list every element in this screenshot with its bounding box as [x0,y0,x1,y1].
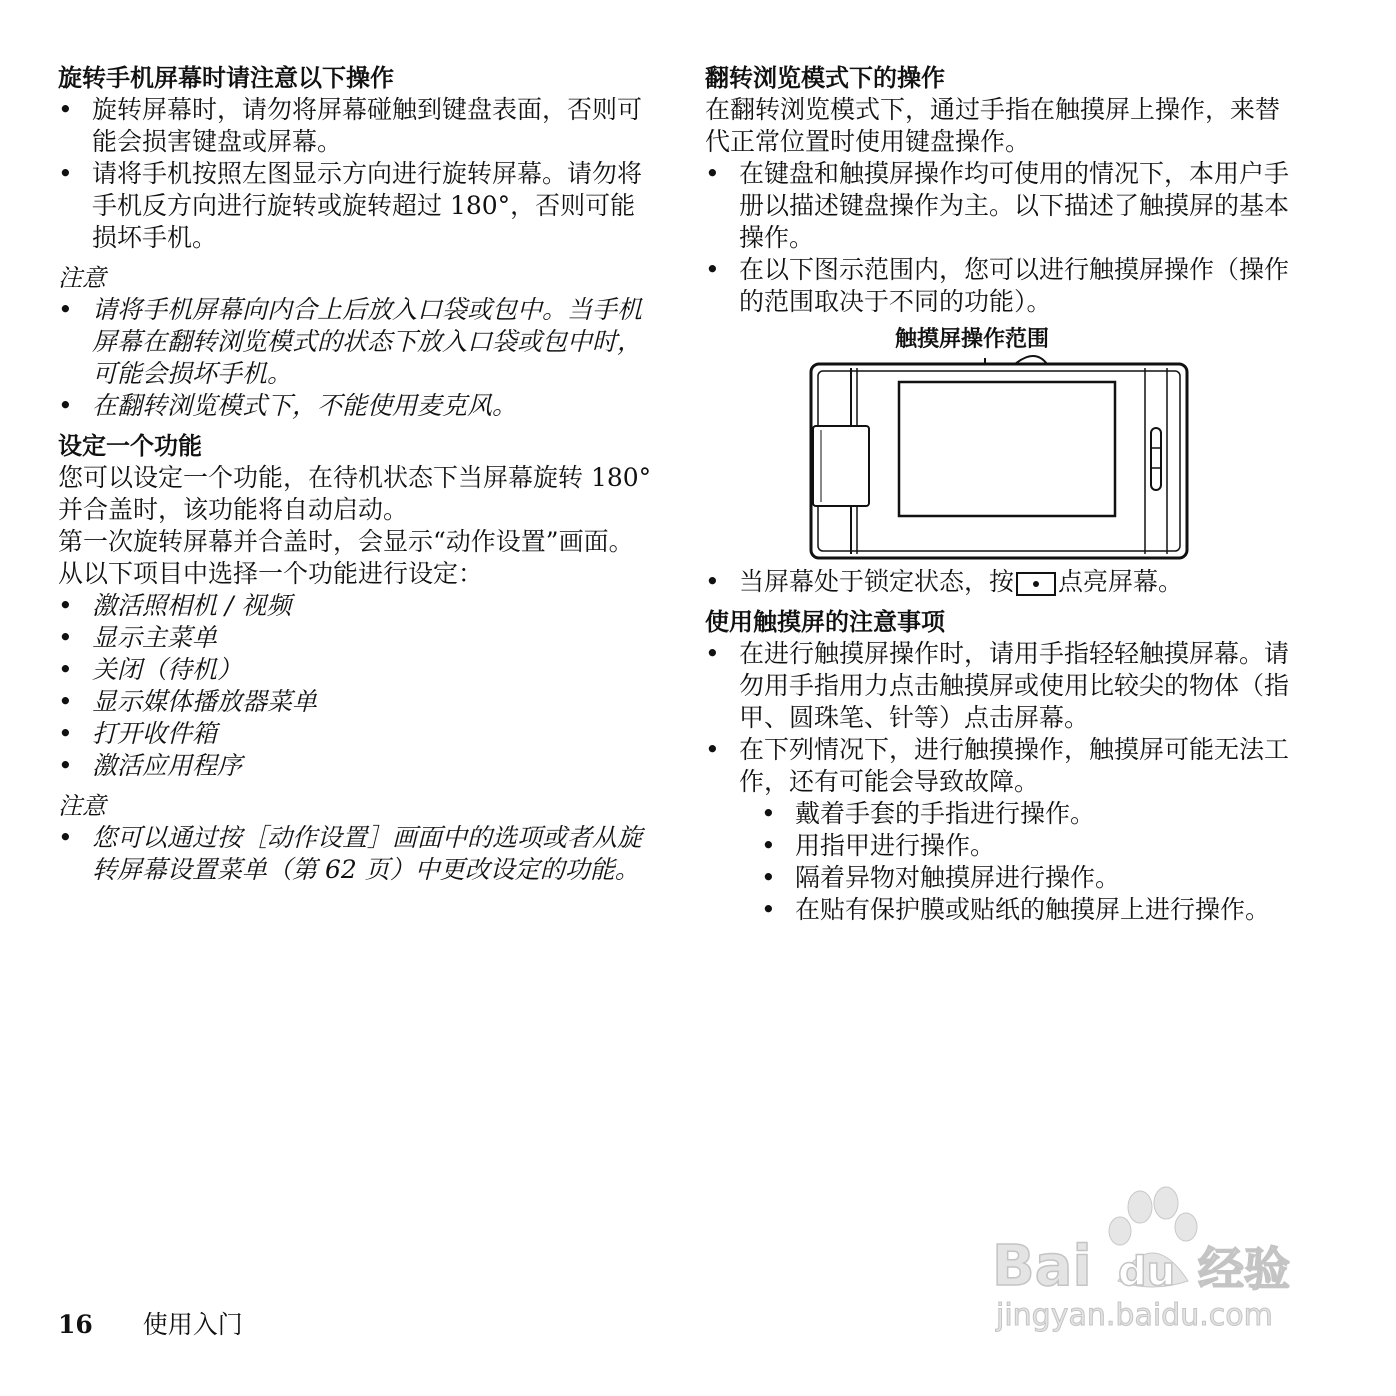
touch-precautions-heading: 使用触摸屏的注意事项 [705,608,945,636]
paragraph: 第一次旋转屏幕并合盖时，会显示“动作设置”画面。 [58,527,634,556]
phone-diagram [705,318,1300,566]
touch-sublist [705,798,1300,926]
flip-mode-heading: 翻转浏览模式下的操作 [705,64,945,92]
touch-area-label: 触摸屏操作范围 [895,327,1050,352]
list-item: • 打开收件箱 [58,718,658,750]
list-item: • 隔着异物对触摸屏进行操作。 [761,862,1300,894]
lock-text-before: 当屏幕处于锁定状态，按 [739,567,1015,596]
list-item: • 旋转屏幕时，请勿将屏幕碰触到键盘表面，否则可能会损害键盘或屏幕。 [58,94,658,158]
list-item: • 在翻转浏览模式下，不能使用麦克风。 [58,390,658,422]
paragraph: 在翻转浏览模式下，通过手指在触摸屏上操作，来替代正常位置时使用键盘操作。 [705,95,1281,156]
rotate-heading: 旋转手机屏幕时请注意以下操作 [58,64,394,92]
list-item: • 在贴有保护膜或贴纸的触摸屏上进行操作。 [761,894,1300,926]
list-item: • 戴着手套的手指进行操作。 [761,798,1300,830]
svg-text:Bai: Bai [992,1234,1092,1299]
paragraph: 您可以设定一个功能，在待机状态下当屏幕旋转 180° 并合盖时，该功能将自动启动。 [58,463,652,524]
lock-text-after: 点亮屏幕。 [1058,567,1184,596]
list-item: • 激活照相机 / 视频 [58,590,658,622]
list-item: • 在键盘和触摸屏操作均可使用的情况下，本用户手册以描述键盘操作为主。以下描述了触摸屏的基本操作。 [705,158,1300,254]
page-number: 16 [58,1310,93,1339]
note-heading: 注意 [58,792,106,820]
list-item: • 用指甲进行操作。 [761,830,1300,862]
set-function-heading: 设定一个功能 [58,432,202,460]
rotate-list [58,94,658,254]
note-list [58,294,658,422]
lock-list [705,566,1300,598]
list-item: • 请将手机屏幕向内合上后放入口袋或包中。当手机屏幕在翻转浏览模式的状态下放入口袋或包中时，可能会损坏手机。 [58,294,658,390]
baidu-logo-icon [990,1185,1320,1335]
list-item: • 显示主菜单 [58,622,658,654]
svg-text:du: du [1118,1249,1176,1295]
left-column [58,62,658,886]
touch-list [705,638,1300,798]
flip-list [705,158,1300,318]
svg-text:经验: 经验 [1198,1242,1290,1296]
baidu-watermark [990,1185,1320,1335]
section-name: 使用入门 [142,1310,243,1339]
list-item: • 在以下图示范围内，您可以进行触摸屏操作（操作的范围取决于不同的功能）。 [705,254,1300,318]
function-list [58,590,658,782]
svg-text:jingyan.baidu.com: jingyan.baidu.com [996,1298,1273,1333]
paragraph: 从以下项目中选择一个功能进行设定： [58,559,484,588]
list-item: • 您可以通过按［动作设置］画面中的选项或者从旋转屏幕设置菜单（第 62 页）中更改设定的功能。 [58,822,658,886]
power-key-icon [1016,572,1056,596]
right-column [705,62,1300,926]
list-item [705,566,1300,598]
list-item: • 请将手机按照左图显示方向进行旋转屏幕。请勿将手机反方向进行旋转或旋转超过 180°，否则可能损坏手机。 [58,158,658,254]
note-list [58,822,658,886]
page-footer [58,1305,243,1341]
list-item: • 在进行触摸屏操作时，请用手指轻轻触摸屏幕。请勿用手指用力点击触摸屏或使用比较尖的物体（指甲、圆珠笔、针等）点击屏幕。 [705,638,1300,734]
list-item: • 显示媒体播放器菜单 [58,686,658,718]
note-heading: 注意 [58,264,106,292]
list-item: • 关闭（待机） [58,654,658,686]
list-item: • 激活应用程序 [58,750,658,782]
list-item: • 在下列情况下，进行触摸操作，触摸屏可能无法工作，还有可能会导致故障。 [705,734,1300,798]
